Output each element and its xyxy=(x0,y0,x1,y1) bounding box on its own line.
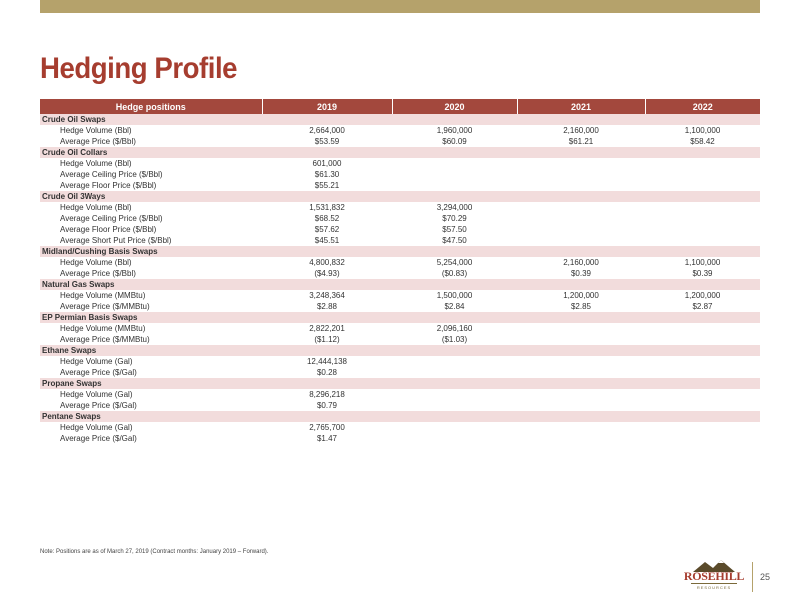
table-cell xyxy=(392,433,517,444)
column-header: 2021 xyxy=(517,99,645,114)
table-row xyxy=(40,169,760,180)
table-row xyxy=(40,422,760,433)
section-row xyxy=(40,345,760,356)
row-label: Average Price ($/Gal) xyxy=(60,434,137,443)
table-cell: ($1.03) xyxy=(441,335,468,344)
table-cell: 3,248,364 xyxy=(309,291,345,300)
section-row xyxy=(40,378,760,389)
section-label: Ethane Swaps xyxy=(40,345,760,356)
table-cell xyxy=(517,213,645,224)
table-cell xyxy=(517,169,645,180)
section-row xyxy=(40,411,760,422)
table-cell: $61.21 xyxy=(568,137,594,146)
table-cell: 1,200,000 xyxy=(684,291,721,300)
column-header: Hedge positions xyxy=(40,99,262,114)
page-number-divider xyxy=(752,562,753,592)
table-cell: $1.47 xyxy=(316,434,338,443)
table-cell xyxy=(645,180,760,191)
table-row xyxy=(40,213,760,224)
section-row xyxy=(40,312,760,323)
row-label: Hedge Volume (Bbl) xyxy=(60,203,132,212)
table-cell xyxy=(645,235,760,246)
row-label: Average Price ($/Gal) xyxy=(60,401,137,410)
table-row xyxy=(40,257,760,268)
table-cell xyxy=(645,213,760,224)
table-cell xyxy=(517,202,645,213)
row-label: Average Ceiling Price ($/Bbl) xyxy=(60,170,163,179)
row-label: Hedge Volume (Gal) xyxy=(60,357,133,366)
top-accent-bar xyxy=(40,0,760,13)
row-label: Average Floor Price ($/Bbl) xyxy=(60,181,157,190)
table-cell: 1,200,000 xyxy=(563,291,599,300)
table-cell: $2.85 xyxy=(570,302,592,311)
table-cell: $70.29 xyxy=(442,214,467,223)
table-cell: $55.21 xyxy=(314,181,340,190)
table-row xyxy=(40,400,760,411)
row-label: Average Price ($/Gal) xyxy=(60,368,137,377)
table-cell xyxy=(392,169,517,180)
row-label: Average Price ($/MMBtu) xyxy=(60,302,150,311)
row-label: Hedge Volume (Bbl) xyxy=(60,258,132,267)
row-label: Average Floor Price ($/Bbl) xyxy=(60,225,157,234)
table-cell xyxy=(517,180,645,191)
hedge-table xyxy=(40,99,760,444)
table-row xyxy=(40,268,760,279)
page-title: Hedging Profile xyxy=(40,52,238,85)
table-cell: 1,531,832 xyxy=(309,203,345,212)
table-cell: 5,254,000 xyxy=(436,258,473,267)
table-cell xyxy=(645,334,760,345)
table-cell xyxy=(517,356,645,367)
table-cell: $0.39 xyxy=(570,269,592,278)
table-cell: 8,296,218 xyxy=(309,390,345,399)
footnote: Note: Positions are as of March 27, 2019 (Contract months: January 2019 – Forward). xyxy=(40,549,269,555)
row-label: Hedge Volume (Gal) xyxy=(60,423,133,432)
table-header-row xyxy=(40,99,760,114)
row-label: Average Price ($/MMBtu) xyxy=(60,335,150,344)
table-cell: $0.39 xyxy=(692,269,713,278)
table-cell: $61.30 xyxy=(314,170,340,179)
table-cell xyxy=(645,367,760,378)
table-cell: $2.84 xyxy=(444,302,465,311)
table-row xyxy=(40,389,760,400)
table-cell: 2,096,160 xyxy=(436,324,473,333)
table-cell: 12,444,138 xyxy=(306,357,348,366)
section-label: Crude Oil Swaps xyxy=(40,114,760,125)
page-number: 25 xyxy=(760,572,771,582)
table-cell: $68.52 xyxy=(314,214,340,223)
table-row xyxy=(40,224,760,235)
section-label: EP Permian Basis Swaps xyxy=(40,312,760,323)
table-row xyxy=(40,290,760,301)
table-cell: $60.09 xyxy=(442,137,467,146)
table-cell: 2,160,000 xyxy=(563,126,599,135)
table-cell xyxy=(645,202,760,213)
table-cell: 2,160,000 xyxy=(563,258,599,267)
table-cell: $57.50 xyxy=(442,225,467,234)
section-label: Crude Oil 3Ways xyxy=(40,191,760,202)
company-logo xyxy=(683,558,745,596)
table-cell: $47.50 xyxy=(442,236,467,245)
table-cell: 601,000 xyxy=(312,159,342,168)
table-cell xyxy=(392,158,517,169)
table-row xyxy=(40,235,760,246)
section-label: Natural Gas Swaps xyxy=(40,279,760,290)
table-cell: 2,664,000 xyxy=(309,126,345,135)
table-cell xyxy=(517,334,645,345)
table-row xyxy=(40,356,760,367)
table-cell: 3,294,000 xyxy=(436,203,473,212)
column-header: 2019 xyxy=(262,99,392,114)
table-row xyxy=(40,323,760,334)
table-row xyxy=(40,158,760,169)
table-row xyxy=(40,334,760,345)
table-cell: $2.87 xyxy=(692,302,713,311)
row-label: Hedge Volume (Gal) xyxy=(60,390,133,399)
hedge-table-body xyxy=(40,114,760,444)
row-label: Average Price ($/Bbl) xyxy=(60,137,136,146)
table-cell: 1,500,000 xyxy=(436,291,473,300)
table-cell: $57.62 xyxy=(314,225,340,234)
table-cell xyxy=(392,180,517,191)
row-label: Average Price ($/Bbl) xyxy=(60,269,136,278)
table-cell xyxy=(517,158,645,169)
table-cell xyxy=(645,158,760,169)
table-cell: ($0.83) xyxy=(441,269,468,278)
table-cell: 1,960,000 xyxy=(436,126,473,135)
row-label: Hedge Volume (MMBtu) xyxy=(60,291,146,300)
table-cell: 1,100,000 xyxy=(684,126,721,135)
row-label: Average Ceiling Price ($/Bbl) xyxy=(60,214,163,223)
table-cell: 4,800,832 xyxy=(309,258,345,267)
table-cell xyxy=(645,169,760,180)
table-cell: $53.59 xyxy=(314,137,340,146)
table-cell xyxy=(392,389,517,400)
section-row xyxy=(40,279,760,290)
section-row xyxy=(40,246,760,257)
table-cell xyxy=(392,400,517,411)
table-cell: ($1.12) xyxy=(314,335,340,344)
table-cell xyxy=(645,389,760,400)
table-row xyxy=(40,301,760,312)
section-row xyxy=(40,191,760,202)
table-cell xyxy=(517,400,645,411)
table-row xyxy=(40,202,760,213)
table-row xyxy=(40,136,760,147)
table-cell xyxy=(517,367,645,378)
table-row xyxy=(40,125,760,136)
table-cell xyxy=(645,400,760,411)
table-cell: 1,100,000 xyxy=(684,258,721,267)
column-header: 2020 xyxy=(392,99,517,114)
table-row xyxy=(40,180,760,191)
section-row xyxy=(40,114,760,125)
table-cell xyxy=(517,433,645,444)
table-cell: 2,765,700 xyxy=(309,423,345,432)
table-cell xyxy=(392,367,517,378)
logo-wordmark: ROSEHILL xyxy=(683,569,745,583)
section-row xyxy=(40,147,760,158)
table-cell xyxy=(517,235,645,246)
section-label: Midland/Cushing Basis Swaps xyxy=(40,246,760,257)
section-label: Crude Oil Collars xyxy=(40,147,760,158)
logo-subtext: RESOURCES xyxy=(696,585,732,590)
table-cell: ($4.93) xyxy=(314,269,340,278)
row-label: Hedge Volume (Bbl) xyxy=(60,159,132,168)
table-cell xyxy=(517,224,645,235)
table-row xyxy=(40,367,760,378)
table-cell: 2,822,201 xyxy=(309,324,345,333)
table-cell: $0.79 xyxy=(316,401,338,410)
table-cell: $2.88 xyxy=(316,302,338,311)
section-label: Pentane Swaps xyxy=(40,411,760,422)
row-label: Hedge Volume (MMBtu) xyxy=(60,324,146,333)
section-label: Propane Swaps xyxy=(40,378,760,389)
table-cell: $58.42 xyxy=(690,137,715,146)
table-cell xyxy=(392,356,517,367)
table-row xyxy=(40,433,760,444)
table-cell xyxy=(645,422,760,433)
table-cell xyxy=(645,356,760,367)
row-label: Hedge Volume (Bbl) xyxy=(60,126,132,135)
column-header: 2022 xyxy=(645,99,760,114)
table-cell xyxy=(517,389,645,400)
table-cell: $0.28 xyxy=(316,368,338,377)
table-cell xyxy=(517,323,645,334)
row-label: Average Short Put Price ($/Bbl) xyxy=(60,236,172,245)
table-cell xyxy=(645,433,760,444)
table-cell xyxy=(645,224,760,235)
table-cell xyxy=(517,422,645,433)
table-cell: $45.51 xyxy=(314,236,340,245)
table-cell xyxy=(645,323,760,334)
table-cell xyxy=(392,422,517,433)
